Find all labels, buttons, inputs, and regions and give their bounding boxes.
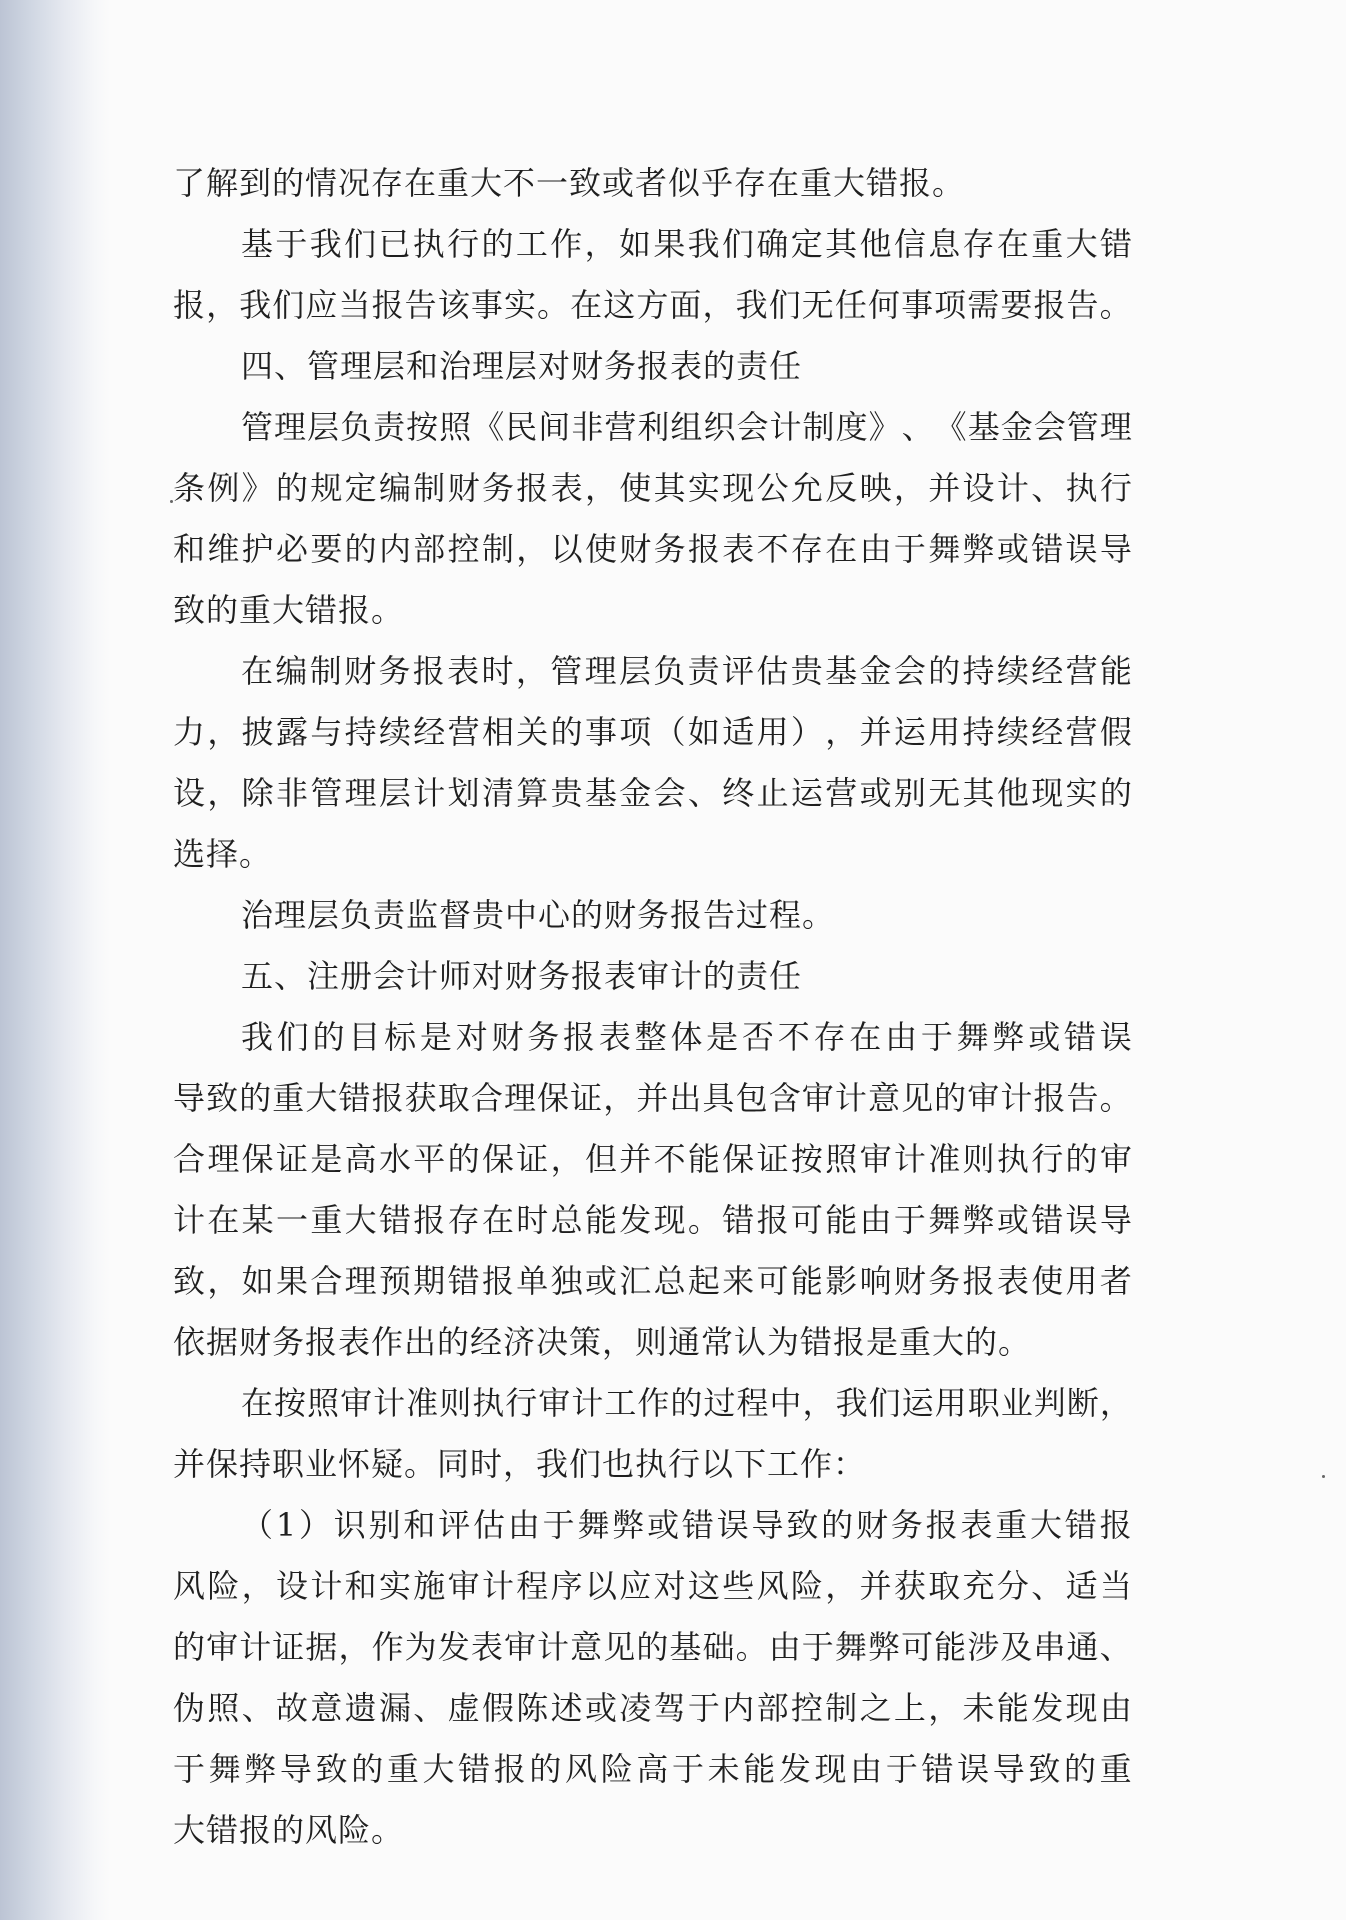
text-line: 治理层负责监督贵中心的财务报告过程。 xyxy=(241,896,836,934)
text-line: 致的重大错报。 xyxy=(173,591,405,629)
text-line: 计 在 某 一 重 大 错 报 存 在 时 总 能 发 现 。 错 报 可 能 由 于 舞 弊 或 错 误 导 xyxy=(173,1201,1133,1239)
text-line: 伪 照 、 故 意 遗 漏 、 虚 假 陈 述 或 凌 驾 于 内 部 控 制 之 上 ， 未 能 发 现 由 xyxy=(173,1689,1133,1727)
text-line: 导 致 的 重 大 错 报 获 取 合 理 保 证 ， 并 出 具 包 含 审 计 意 见 的 审 计 报 告 。 xyxy=(173,1079,1133,1117)
scan-edge-shadow xyxy=(0,0,110,1920)
text-line: 力 ， 披 露 与 持 续 经 营 相 关 的 事 项 （ 如 适 用 ） ， 并 运 用 持 续 经 营 假 xyxy=(173,713,1133,751)
text-line: 我 们 的 目 标 是 对 财 务 报 表 整 体 是 否 不 存 在 由 于 舞 弊 或 错 误 xyxy=(241,1018,1133,1056)
text-line: 致 ， 如 果 合 理 预 期 错 报 单 独 或 汇 总 起 来 可 能 影 响 财 务 报 表 使 用 者 xyxy=(173,1262,1133,1300)
scan-speck xyxy=(1322,1475,1325,1478)
document-body xyxy=(173,153,1173,1861)
text-line: 于 舞 弊 导 致 的 重 大 错 报 的 风 险 高 于 未 能 发 现 由 于 错 误 导 致 的 重 xyxy=(173,1750,1133,1788)
text-line: 设 ， 除 非 管 理 层 计 划 清 算 贵 基 金 会 、 终 止 运 营 或 别 无 其 他 现 实 的 xyxy=(173,774,1133,812)
section-heading: 四、管理层和治理层对财务报表的责任 xyxy=(241,347,803,385)
text-line: 了解到的情况存在重大不一致或者似乎存在重大错报。 xyxy=(173,164,966,202)
text-line: 在 按 照 审 计 准 则 执 行 审 计 工 作 的 过 程 中 ， 我 们 运 用 职 业 判 断 ， xyxy=(241,1384,1133,1422)
text-line: 条 例 》 的 规 定 编 制 财 务 报 表 ， 使 其 实 现 公 允 反 映 ， 并 设 计 、 执 行 xyxy=(173,469,1133,507)
text-line: 报 ， 我 们 应 当 报 告 该 事 实 。 在 这 方 面 ， 我 们 无 任 何 事 项 需 要 报 告 。 xyxy=(173,286,1133,324)
text-line: 的 审 计 证 据 ， 作 为 发 表 审 计 意 见 的 基 础 。 由 于 舞 弊 可 能 涉 及 串 通 、 xyxy=(173,1628,1133,1666)
text-line: 合 理 保 证 是 高 水 平 的 保 证 ， 但 并 不 能 保 证 按 照 审 计 准 则 执 行 的 审 xyxy=(173,1140,1133,1178)
scan-speck xyxy=(170,500,173,503)
text-line: 依据财务报表作出的经济决策，则通常认为错报是重大的。 xyxy=(173,1323,1032,1361)
text-line: 管 理 层 负 责 按 照 《 民 间 非 营 利 组 织 会 计 制 度 》 、 《 基 金 会 管 理 xyxy=(241,408,1133,446)
text-line: 基 于 我 们 已 执 行 的 工 作 ， 如 果 我 们 确 定 其 他 信 息 存 在 重 大 错 xyxy=(241,225,1133,263)
text-line: 选择。 xyxy=(173,835,273,873)
text-line: （ 1 ） 识 别 和 评 估 由 于 舞 弊 或 错 误 导 致 的 财 务 报 表 重 大 错 报 xyxy=(241,1506,1133,1544)
text-line: 大错报的风险。 xyxy=(173,1811,405,1849)
text-line: 和 维 护 必 要 的 内 部 控 制 ， 以 使 财 务 报 表 不 存 在 由 于 舞 弊 或 错 误 导 xyxy=(173,530,1133,568)
section-heading: 五、注册会计师对财务报表审计的责任 xyxy=(241,957,803,995)
text-line: 并保持职业怀疑。同时，我们也执行以下工作： xyxy=(173,1445,867,1483)
text-line: 风 险 ， 设 计 和 实 施 审 计 程 序 以 应 对 这 些 风 险 ， 并 获 取 充 分 、 适 当 xyxy=(173,1567,1133,1605)
text-line: 在 编 制 财 务 报 表 时 ， 管 理 层 负 责 评 估 贵 基 金 会 的 持 续 经 营 能 xyxy=(241,652,1133,690)
